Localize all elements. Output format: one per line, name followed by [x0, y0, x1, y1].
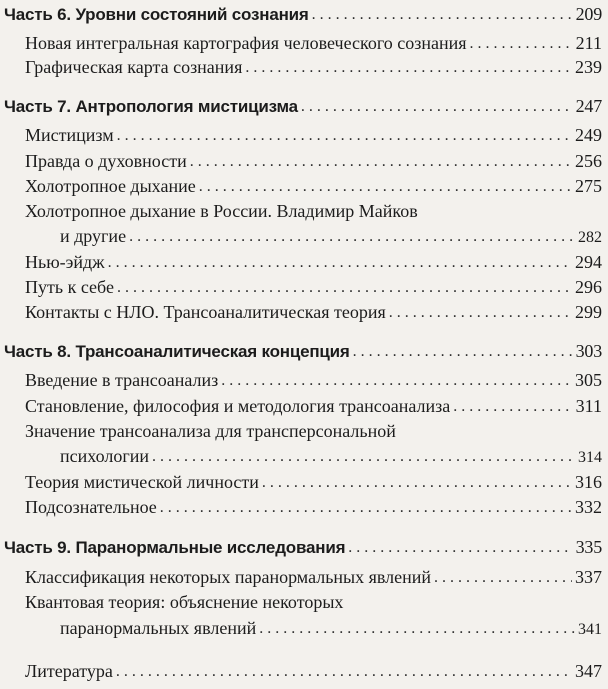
dot-leader	[117, 127, 572, 145]
toc-entry	[0, 277, 608, 298]
toc-part-title: Часть 9. Паранормальные исследования	[4, 538, 346, 557]
toc-page-number: 305	[575, 370, 602, 390]
toc-page-number: 282	[578, 229, 602, 246]
toc-entry	[0, 57, 608, 78]
toc-entry-title: Квантовая теория: объяснение некоторых	[25, 592, 344, 612]
toc-entry-title: Контакты с НЛО. Трансоаналитическая теория	[25, 302, 386, 322]
toc-entry-continuation	[0, 446, 608, 467]
toc-page-number: 294	[575, 252, 602, 272]
toc-page-number: 211	[575, 33, 602, 53]
toc-page-number: 239	[575, 57, 602, 77]
toc-entry-first-line	[0, 592, 608, 613]
toc-part-7	[0, 96, 608, 117]
toc-page-number: 256	[575, 151, 602, 171]
toc-page-number: 247	[575, 96, 602, 116]
dot-leader	[129, 228, 575, 246]
toc-part-title: Часть 6. Уровни состояний сознания	[4, 5, 309, 24]
toc-page-number: 316	[575, 472, 602, 492]
toc-entry-title: Холотропное дыхание в России. Владимир Майков	[25, 201, 418, 221]
dot-leader	[470, 35, 573, 53]
toc-entry-title: и другие	[60, 226, 127, 246]
dot-leader	[312, 6, 573, 24]
toc-entry-title: Классификация некоторых паранормальных явлений	[25, 567, 432, 587]
dot-leader	[389, 304, 572, 322]
toc-page-number: 347	[575, 661, 602, 681]
dot-leader	[259, 620, 575, 638]
toc-entry	[0, 125, 608, 146]
dot-leader	[152, 448, 575, 466]
toc-part-title: Часть 8. Трансоаналитическая концепция	[4, 342, 350, 361]
toc-entry-continuation	[0, 618, 608, 639]
toc-part-8	[0, 341, 608, 362]
toc-page-number: 311	[575, 396, 602, 416]
dot-leader	[117, 279, 572, 297]
toc-entry-title: Нью-эйдж	[25, 252, 105, 272]
dot-leader	[199, 178, 572, 196]
toc-page-number: 209	[575, 4, 602, 24]
toc-entry-title: Новая интегральная картография человеческого сознания	[25, 33, 467, 53]
toc-entry-title: Мистицизм	[25, 125, 114, 145]
toc-part-9	[0, 537, 608, 558]
toc-part-6	[0, 4, 608, 25]
toc-entry-title: Введение в трансоанализ	[25, 370, 219, 390]
toc-entry-title: паранормальных явлений	[60, 618, 257, 638]
toc-entry-title: Графическая карта сознания	[25, 57, 243, 77]
toc-entry-title: Литература	[25, 661, 113, 681]
toc-page-number: 341	[578, 621, 602, 638]
toc-entry-title: Холотропное дыхание	[25, 176, 196, 196]
toc-entry	[0, 252, 608, 273]
dot-leader	[108, 254, 572, 272]
toc-entry-title: Путь к себе	[25, 277, 114, 297]
dot-leader	[160, 499, 572, 517]
toc-entry	[0, 370, 608, 391]
toc-entry-continuation	[0, 226, 608, 247]
toc-entry-title: Правда о духовности	[25, 151, 187, 171]
dot-leader	[190, 153, 572, 171]
dot-leader	[245, 59, 572, 77]
toc-entry	[0, 176, 608, 197]
toc-entry	[0, 472, 608, 493]
toc-page-number: 332	[575, 497, 602, 517]
dot-leader	[348, 539, 572, 557]
dot-leader	[301, 98, 573, 116]
toc-entry	[0, 302, 608, 323]
dot-leader	[353, 343, 573, 361]
toc-entry	[0, 396, 608, 417]
toc-page-number: 275	[575, 176, 602, 196]
toc-page-number: 296	[575, 277, 602, 297]
toc-entry-literature	[0, 661, 608, 682]
toc-entry	[0, 151, 608, 172]
dot-leader	[221, 372, 572, 390]
toc-page-number: 249	[575, 125, 602, 145]
toc-entry-title: Становление, философия и методология трансоанализа	[25, 396, 451, 416]
toc-page-number: 314	[578, 449, 602, 466]
dot-leader	[262, 474, 572, 492]
toc-entry	[0, 33, 608, 54]
toc-entry-first-line	[0, 201, 608, 222]
toc-entry	[0, 567, 608, 588]
toc-entry-title: Теория мистической личности	[25, 472, 259, 492]
toc-entry-first-line	[0, 421, 608, 442]
toc-page-number: 299	[575, 302, 602, 322]
dot-leader	[453, 398, 572, 416]
toc-page-number: 335	[575, 537, 602, 557]
toc-entry-title: Значение трансоанализа для трансперсональной	[25, 421, 396, 441]
dot-leader	[434, 569, 572, 587]
toc-entry-title: психологии	[60, 446, 149, 466]
toc-page-number: 337	[575, 567, 602, 587]
toc-entry	[0, 497, 608, 518]
toc-entry-title: Подсознательное	[25, 497, 157, 517]
toc-page-number: 303	[575, 341, 602, 361]
dot-leader	[116, 663, 572, 681]
toc-part-title: Часть 7. Антропология мистицизма	[4, 97, 298, 116]
